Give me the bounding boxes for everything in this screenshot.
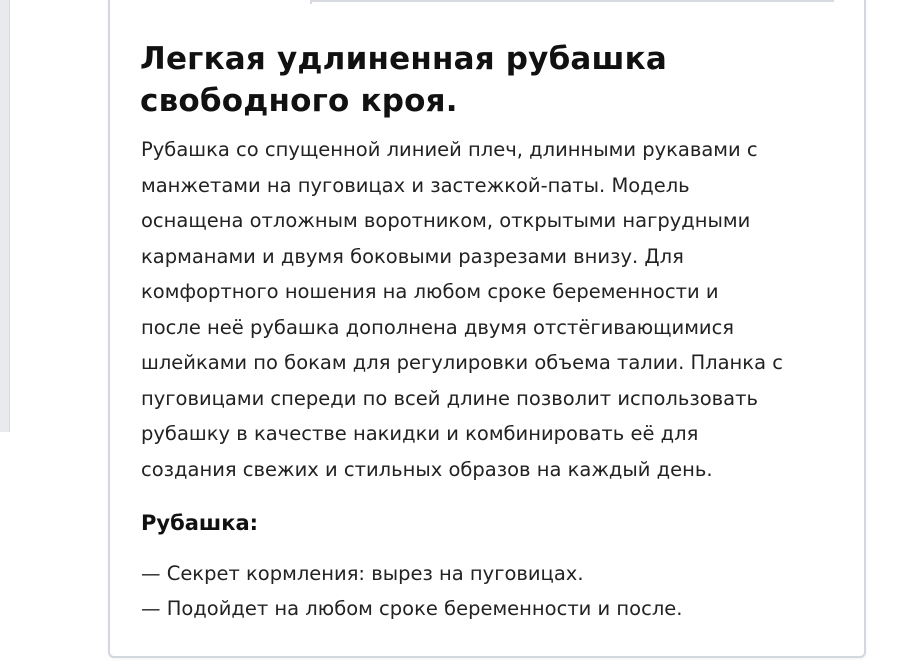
side-panel-edge (0, 0, 10, 432)
features-heading: Рубашка: (141, 511, 259, 535)
description-line: рубашку в качестве накидки и комбинировать её для (141, 422, 699, 445)
description-line: оснащена отложным воротником, открытыми нагрудными (141, 209, 751, 232)
feature-item: — Подойдет на любом сроке беременности и после. (141, 597, 683, 620)
product-title-line-2: свободного кроя. (140, 83, 458, 119)
description-line: карманами и двумя боковыми разрезами внизу. Для (141, 244, 684, 268)
description-line: манжетами на пуговицах и застежкой-паты. Модель (141, 173, 690, 197)
description-line: Рубашка со спущенной линией плеч, длинными рукавами с (141, 138, 758, 161)
feature-item: — Секрет кормления: вырез на пуговицах. (141, 562, 584, 585)
product-title-line-1: Легкая удлиненная рубашка (140, 41, 668, 77)
description-line: создания свежих и стильных образов на каждый день. (141, 457, 713, 481)
description-line: шлейками по бокам для регулировки объема талии. Планка с (141, 351, 783, 374)
features-list (141, 556, 682, 626)
tab-bar (140, 0, 834, 4)
product-description (141, 132, 841, 487)
tab-underline (310, 0, 834, 2)
description-line: пуговицами спереди по всей длине позволит использовать (141, 386, 758, 410)
description-line: комфортного ношения на любом сроке беременности и (141, 280, 719, 303)
description-line: после неё рубашка дополнена двумя отстёгивающимися (141, 315, 735, 339)
product-title (140, 38, 820, 122)
